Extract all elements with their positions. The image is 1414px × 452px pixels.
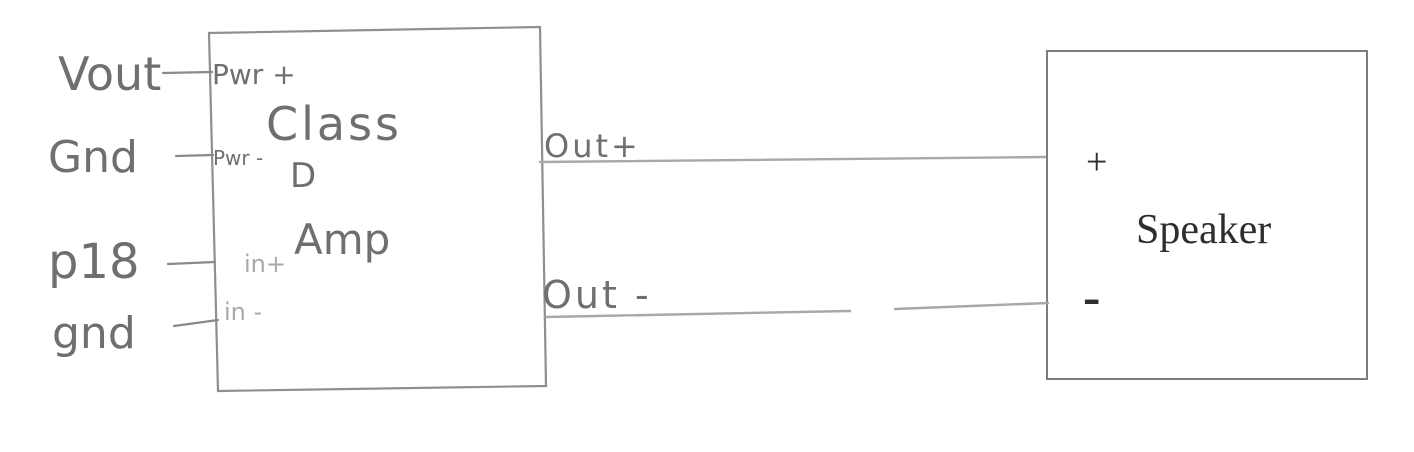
label-gnd-lower: gnd (52, 308, 136, 359)
speaker-plus: + (1086, 141, 1108, 183)
pin-pwr-plus: Pwr + (212, 58, 296, 91)
wire-gnd (176, 155, 213, 156)
label-gnd: Gnd (48, 132, 138, 183)
amp-title-class: Class (266, 97, 403, 151)
pin-out-minus: Out - (542, 273, 652, 317)
pin-in-minus: in - (224, 298, 263, 326)
pin-pwr-minus: Pwr - (213, 146, 264, 170)
wire-p18 (168, 262, 215, 264)
speaker-minus: - (1083, 269, 1101, 326)
pin-out-plus: Out+ (544, 127, 641, 165)
label-p18: p18 (48, 234, 140, 290)
amp-title-d: D (290, 156, 317, 196)
amp-title-amp: Amp (294, 215, 391, 264)
label-vout: Vout (58, 47, 162, 101)
speaker-label: Speaker (1136, 207, 1272, 253)
wire-gnd-lower (174, 320, 218, 326)
wire-vout (163, 72, 212, 73)
pin-in-plus: in+ (244, 250, 286, 278)
